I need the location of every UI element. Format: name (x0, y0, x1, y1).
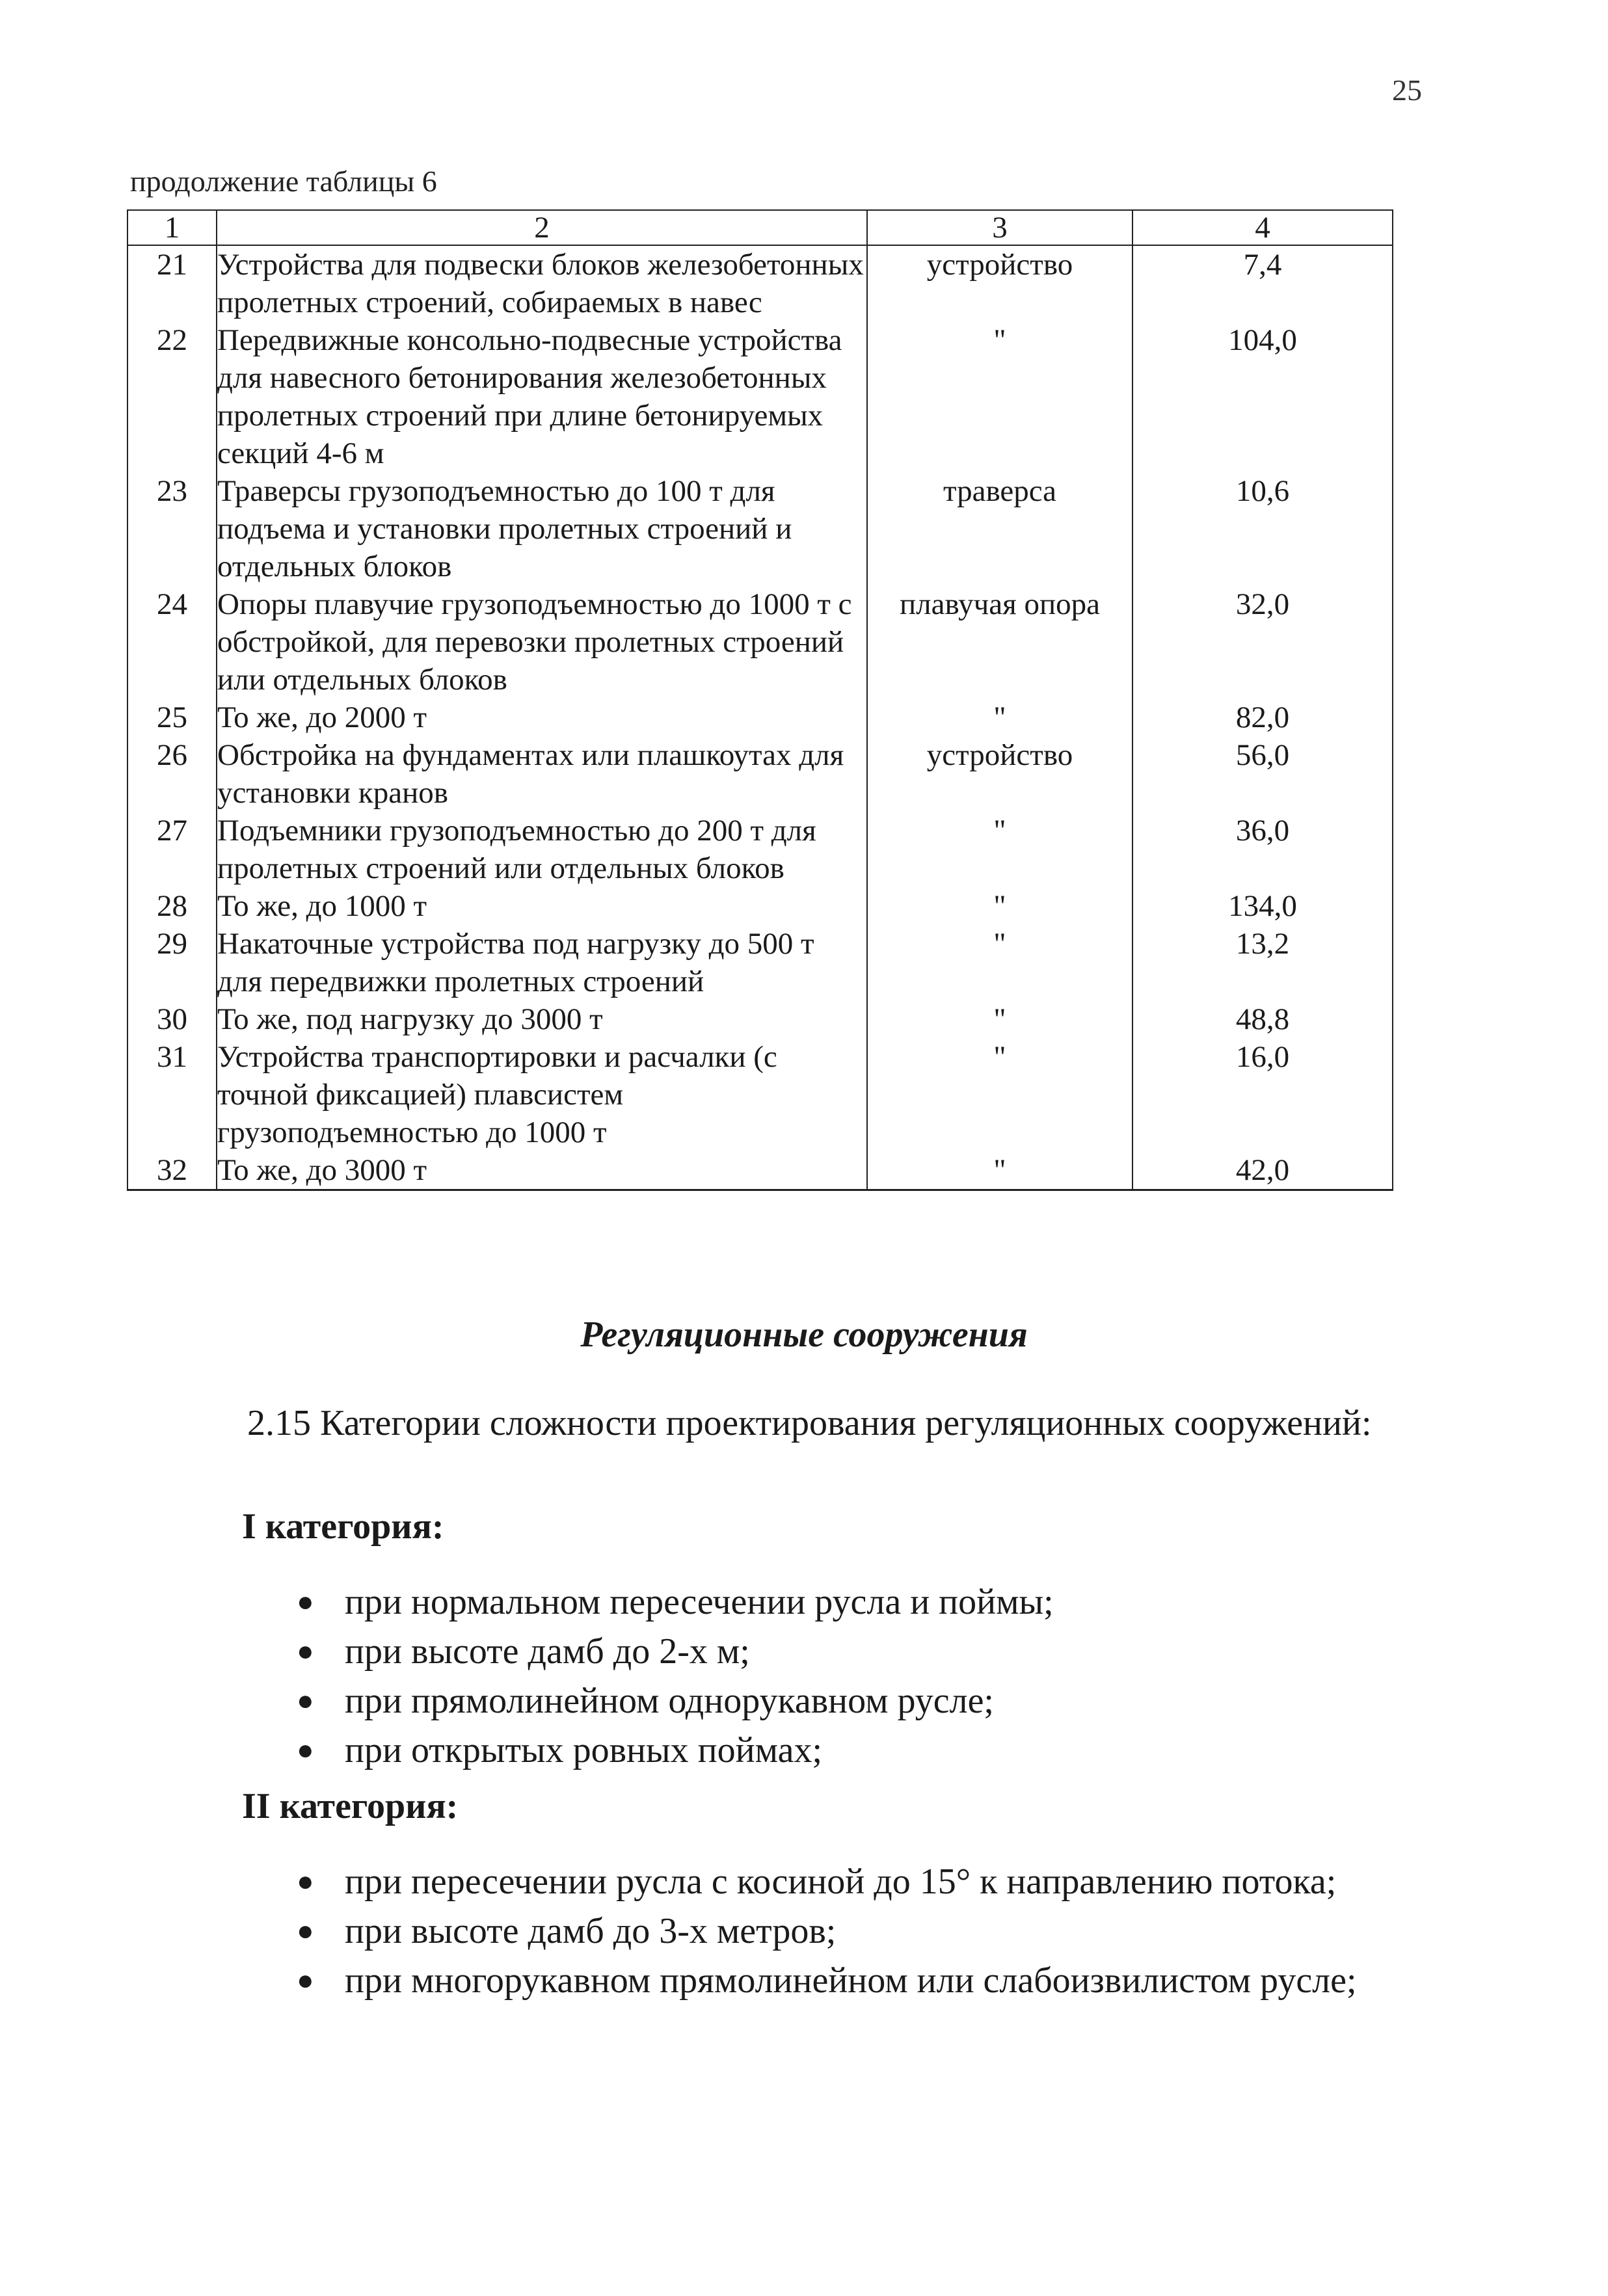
category-1-list (286, 1577, 1379, 1775)
row-name: Опоры плавучие грузоподъемностью до 1000 т с обстройкой, для перевозки пролетных строений или отдельных блоков (217, 585, 867, 699)
table-row (127, 245, 1393, 321)
row-value: 16,0 (1132, 1038, 1393, 1151)
row-number: 29 (127, 925, 217, 1000)
row-value: 7,4 (1132, 245, 1393, 321)
list-item-text: при открытых ровных поймах; (345, 1730, 823, 1770)
table-row (127, 699, 1393, 736)
row-number: 24 (127, 585, 217, 699)
row-value: 134,0 (1132, 887, 1393, 925)
table-header-row (127, 210, 1393, 245)
table-body (127, 245, 1393, 1190)
list-item (286, 1906, 1379, 1956)
table-row (127, 472, 1393, 585)
row-value: 56,0 (1132, 736, 1393, 812)
table-row (127, 321, 1393, 472)
row-unit: " (867, 812, 1132, 887)
row-name: Обстройка на фундаментах или плашкоутах для установки кранов (217, 736, 867, 812)
list-item (286, 1857, 1379, 1906)
row-value: 13,2 (1132, 925, 1393, 1000)
row-name: То же, под нагрузку до 3000 т (217, 1000, 867, 1038)
page-number: 25 (1392, 73, 1422, 107)
list-item-text: при пересечении русла с косиной до 15° к направлению потока; (345, 1862, 1337, 1902)
list-item (286, 1577, 1379, 1627)
paragraph-text: 2.15 Категории сложности проектирования регуляционных сооружений: (247, 1403, 1372, 1443)
category-2-heading: II категория: (242, 1786, 459, 1826)
bullet-icon: ● (297, 1964, 314, 1996)
row-unit: " (867, 887, 1132, 925)
category-2-list (286, 1857, 1379, 2005)
row-number: 31 (127, 1038, 217, 1151)
row-name: Устройства транспортировки и расчалки (с точной фиксацией) плавсистем грузоподъемностью до 1000 т (217, 1038, 867, 1151)
list-item (286, 1676, 1379, 1726)
table-row (127, 887, 1393, 925)
row-unit: " (867, 1038, 1132, 1151)
table-row (127, 1151, 1393, 1190)
row-name: Подъемники грузоподъемностью до 200 т для пролетных строений или отдельных блоков (217, 812, 867, 887)
equipment-table (127, 209, 1393, 1191)
table-row (127, 1000, 1393, 1038)
row-unit: " (867, 699, 1132, 736)
row-unit: " (867, 1151, 1132, 1190)
bullet-icon: ● (297, 1685, 314, 1716)
row-unit: устройство (867, 736, 1132, 812)
row-name: Передвижные консольно-подвесные устройства для навесного бетонирования железобетонных пролетных строений при длине бетонируемых секций 4-6 м (217, 321, 867, 472)
list-item (286, 1627, 1379, 1676)
table-row (127, 736, 1393, 812)
list-item-text: при многорукавном прямолинейном или слабоизвилистом русле; (345, 1960, 1357, 2001)
table-caption: продолжение таблицы 6 (130, 165, 437, 198)
row-number: 22 (127, 321, 217, 472)
row-value: 36,0 (1132, 812, 1393, 887)
table-row (127, 812, 1393, 887)
bullet-icon: ● (297, 1734, 314, 1766)
row-name: То же, до 3000 т (217, 1151, 867, 1190)
list-item (286, 1726, 1379, 1775)
table-row (127, 1038, 1393, 1151)
column-header-1: 1 (127, 210, 217, 245)
row-name: Накаточные устройства под нагрузку до 500 т для передвижки пролетных строений (217, 925, 867, 1000)
row-number: 21 (127, 245, 217, 321)
list-item-text: при высоте дамб до 3-х метров; (345, 1911, 837, 1951)
table-row (127, 585, 1393, 699)
row-number: 25 (127, 699, 217, 736)
row-name: Устройства для подвески блоков железобетонных пролетных строений, собираемых в навес (217, 245, 867, 321)
bullet-icon: ● (297, 1915, 314, 1947)
row-unit: устройство (867, 245, 1132, 321)
row-number: 27 (127, 812, 217, 887)
list-item-text: при нормальном пересечении русла и поймы; (345, 1582, 1054, 1622)
row-value: 42,0 (1132, 1151, 1393, 1190)
column-header-2: 2 (217, 210, 867, 245)
category-1-heading: I категория: (242, 1506, 444, 1547)
row-value: 32,0 (1132, 585, 1393, 699)
row-value: 82,0 (1132, 699, 1393, 736)
list-item-text: при прямолинейном однорукавном русле; (345, 1681, 994, 1721)
row-name: Траверсы грузоподъемностью до 100 т для подъема и установки пролетных строений и отдельных блоков (217, 472, 867, 585)
column-header-3: 3 (867, 210, 1132, 245)
row-name: То же, до 2000 т (217, 699, 867, 736)
column-header-4: 4 (1132, 210, 1393, 245)
row-number: 32 (127, 1151, 217, 1190)
row-unit: " (867, 925, 1132, 1000)
list-item-text: при высоте дамб до 2-х м; (345, 1631, 750, 1672)
row-number: 30 (127, 1000, 217, 1038)
row-number: 26 (127, 736, 217, 812)
row-value: 48,8 (1132, 1000, 1393, 1038)
table-row (127, 925, 1393, 1000)
row-name: То же, до 1000 т (217, 887, 867, 925)
bullet-icon: ● (297, 1635, 314, 1667)
row-number: 28 (127, 887, 217, 925)
row-unit: " (867, 321, 1132, 472)
bullet-icon: ● (297, 1865, 314, 1897)
bullet-icon: ● (297, 1586, 314, 1618)
list-item (286, 1956, 1379, 2005)
section-heading: Регуляционные сооружения (580, 1315, 1028, 1355)
row-number: 23 (127, 472, 217, 585)
row-unit: " (867, 1000, 1132, 1038)
paragraph-2-15 (143, 1398, 1379, 1448)
row-value: 104,0 (1132, 321, 1393, 472)
row-unit: плавучая опора (867, 585, 1132, 699)
row-unit: траверса (867, 472, 1132, 585)
row-value: 10,6 (1132, 472, 1393, 585)
